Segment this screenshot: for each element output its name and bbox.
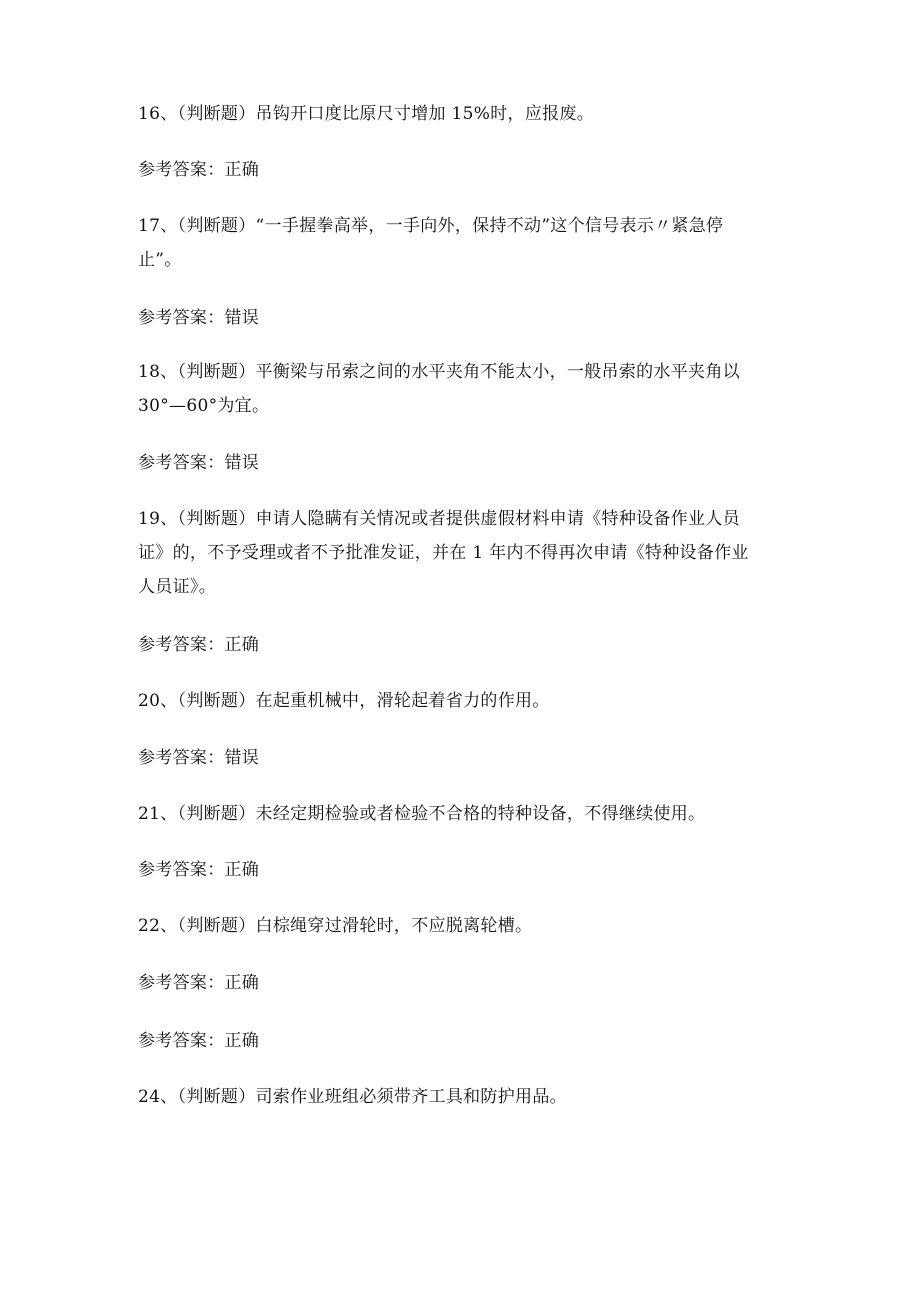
question-text-line: 20、（判断题）在起重机械中，滑轮起着省力的作用。: [138, 691, 550, 711]
answer-20: 参考答案：错误: [138, 748, 260, 768]
question-text-line: 22、（判断题）白棕绳穿过滑轮时，不应脱离轮槽。: [138, 916, 533, 936]
answer-23: 参考答案：正确: [138, 1031, 260, 1051]
answer-18: 参考答案：错误: [138, 453, 260, 473]
answer-21: 参考答案：正确: [138, 860, 260, 880]
question-text-line: 19、（判断题）申请人隐瞒有关情况或者提供虚假材料申请《特种设备作业人员: [138, 509, 740, 529]
question-text-line: 21、（判断题）未经定期检验或者检验不合格的特种设备，不得继续使用。: [138, 804, 706, 824]
question-19: [138, 502, 788, 604]
question-text-line: 18、（判断题）平衡梁与吊索之间的水平夹角不能太小，一般吊索的水平夹角以: [138, 362, 740, 382]
question-text-line: 止”。: [138, 250, 182, 270]
question-text-line: 16、（判断题）吊钩开口度比原尺寸增加 15%时，应报废。: [138, 104, 595, 124]
question-17: [138, 209, 788, 277]
answer-16: 参考答案：正确: [138, 160, 260, 180]
question-20: [138, 684, 788, 718]
question-24: [138, 1080, 788, 1114]
question-21: [138, 797, 788, 831]
question-18: [138, 355, 788, 423]
question-22: [138, 909, 788, 943]
answer-17: 参考答案：错误: [138, 308, 260, 328]
answer-19: 参考答案：正确: [138, 635, 260, 655]
question-text-line: 17、（判断题）“一手握拳高举，一手向外，保持不动”这个信号表示〃紧急停: [138, 216, 724, 236]
question-text-line: 证》的，不予受理或者不予批准发证，并在 1 年内不得再次申请《特种设备作业: [138, 543, 749, 563]
question-text-line: 24、（判断题）司索作业班组必须带齐工具和防护用品。: [138, 1087, 567, 1107]
question-16: [138, 97, 788, 131]
question-text-line: 人员证》。: [138, 577, 216, 597]
question-text-line: 30°—60°为宜。: [138, 396, 270, 416]
answer-22: 参考答案：正确: [138, 973, 260, 993]
